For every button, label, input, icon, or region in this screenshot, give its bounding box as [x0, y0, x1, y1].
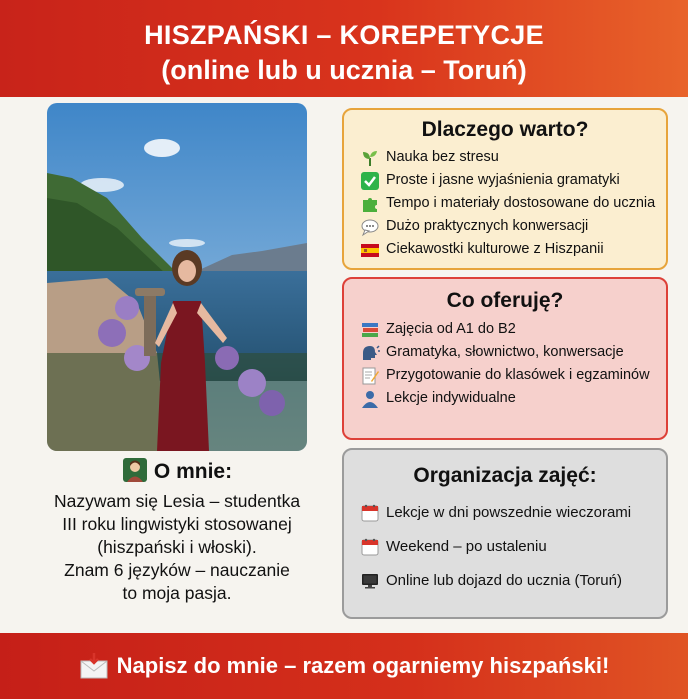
envelope-icon — [79, 653, 109, 679]
teacher-icon — [122, 457, 148, 483]
memo-icon — [360, 366, 380, 386]
list-item: Dużo praktycznych konwersacji — [360, 215, 666, 238]
about-line: to moja pasja. — [122, 583, 232, 603]
organization-card — [342, 448, 668, 619]
list-item: Gramatyka, słownictwo, konwersacje — [360, 341, 666, 364]
list-item: Tempo i materiały dostosowane do ucznia — [360, 192, 666, 215]
organization-title: Organizacja zajęć: — [413, 464, 597, 487]
books-icon — [360, 320, 380, 340]
profile-photo — [47, 103, 307, 451]
speech-bubble-icon — [360, 217, 380, 237]
footer-text: Napisz do mnie – razem ogarniemy hiszpański! — [116, 653, 610, 678]
list-item: Ciekawostki kulturowe z Hiszpanii — [360, 238, 666, 261]
why-title: Dlaczego warto? — [421, 118, 589, 141]
list-item: Online lub dojazd do ucznia (Toruń) — [360, 564, 666, 598]
spain-flag-icon — [360, 240, 380, 260]
list-item: Lekcje w dni powszednie wieczorami — [360, 496, 666, 530]
list-item: Weekend – po ustaleniu — [360, 530, 666, 564]
puzzle-icon — [360, 194, 380, 214]
about-line: Nazywam się Lesia – studentka — [53, 491, 301, 511]
about-line: Znam 6 języków – nauczanie — [64, 560, 290, 580]
list-item: Zajęcia od A1 do B2 — [360, 318, 666, 341]
header-banner — [0, 0, 688, 97]
why-card — [342, 108, 668, 270]
speaking-head-icon — [360, 343, 380, 363]
about-line: (hiszpański i włoski). — [97, 537, 257, 557]
list-item: Proste i jasne wyjaśnienia gramatyki — [360, 169, 666, 192]
about-text — [20, 490, 334, 605]
list-item: Lekcje indywidualne — [360, 387, 666, 410]
seedling-icon — [360, 148, 380, 168]
computer-icon — [360, 571, 380, 591]
person-icon — [360, 389, 380, 409]
offer-title: Co oferuję? — [446, 289, 564, 312]
calendar-icon — [360, 537, 380, 557]
calendar-icon — [360, 503, 380, 523]
page-title: HISZPAŃSKI – KOREPETYCJE — [144, 20, 544, 50]
page-subtitle: (online lub u ucznia – Toruń) — [161, 55, 527, 85]
list-item: Nauka bez stresu — [360, 146, 666, 169]
offer-card — [342, 277, 668, 440]
about-heading — [47, 457, 307, 484]
footer-banner — [0, 633, 688, 699]
about-line: III roku lingwistyki stosowanej — [62, 514, 292, 534]
list-item: Przygotowanie do klasówek i egzaminów — [360, 364, 666, 387]
about-title: O mnie: — [153, 460, 233, 483]
check-icon — [360, 171, 380, 191]
